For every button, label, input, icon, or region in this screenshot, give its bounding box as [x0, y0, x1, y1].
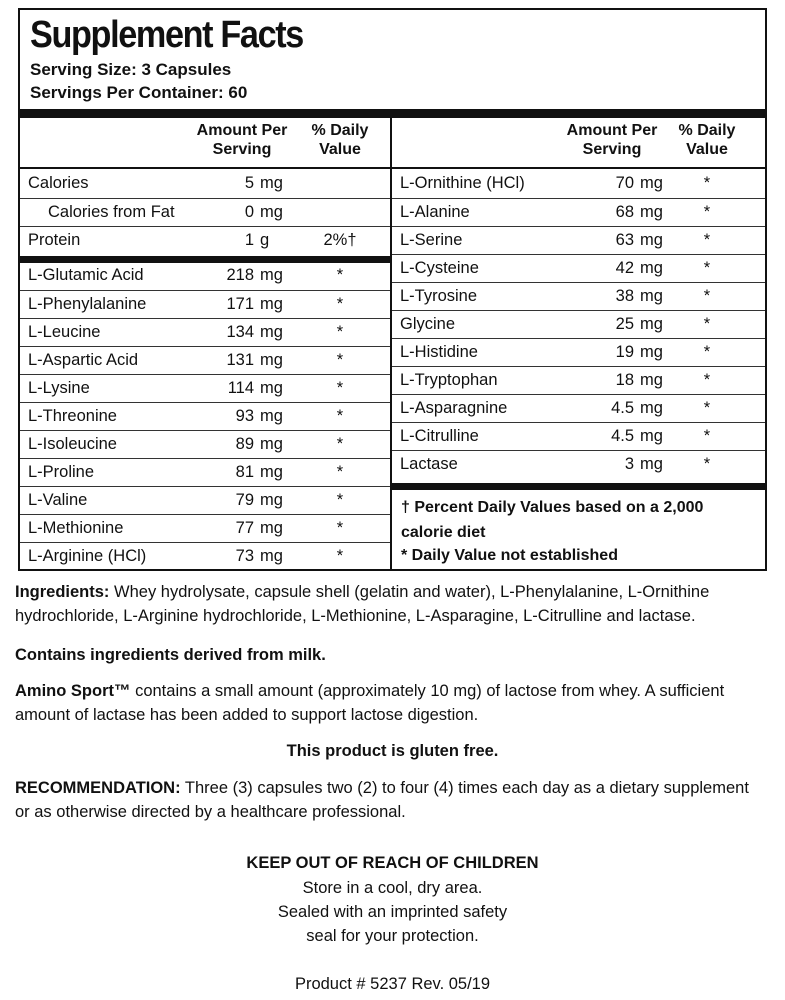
left-amount-header: [190, 121, 294, 159]
recommendation-label: RECOMMENDATION:: [15, 779, 181, 797]
top-divider-bar: [20, 109, 765, 118]
nutrient-row: [392, 338, 765, 366]
amount-header-line1: Amount Per: [196, 122, 288, 139]
nutrient-amount: 63: [615, 231, 634, 249]
serving-size: Serving Size: 3 Capsules: [30, 60, 232, 79]
left-section-bar: [20, 256, 390, 263]
nutrient-unit: mg: [640, 343, 663, 361]
nutrient-unit: mg: [260, 266, 283, 284]
nutrient-name: L-Histidine: [400, 343, 478, 361]
product-number: Product # 5237 Rev. 05/19: [294, 975, 491, 993]
gluten-free-notice: This product is gluten free.: [286, 742, 499, 760]
ingredients-label: Ingredients:: [15, 583, 110, 601]
nutrient-amount: 25: [615, 315, 634, 333]
nutrient-name: L-Citrulline: [400, 427, 479, 445]
nutrient-unit: mg: [640, 287, 663, 305]
nutrient-daily-value: *: [703, 315, 711, 333]
nutrient-row: [20, 458, 390, 486]
nutrient-row: [392, 422, 765, 450]
nutrient-amount: 0: [244, 203, 254, 221]
servings-per-container: Servings Per Container: 60: [30, 83, 248, 102]
nutrient-unit: mg: [260, 519, 283, 537]
nutrient-daily-value: *: [703, 259, 711, 277]
nutrient-unit: mg: [260, 547, 283, 565]
nutrient-name: Lactase: [400, 455, 458, 473]
nutrient-unit: mg: [640, 259, 663, 277]
dv-header-line2: Value: [319, 141, 361, 158]
seal-text-line1: Sealed with an imprinted safety: [277, 903, 508, 921]
nutrient-amount: 218: [226, 266, 254, 284]
nutrient-daily-value: *: [336, 351, 344, 369]
nutrient-amount: 1: [244, 231, 254, 249]
nutrient-row: [20, 374, 390, 402]
nutrient-row: [392, 282, 765, 310]
nutrient-row: [20, 290, 390, 318]
nutrient-daily-value: *: [703, 231, 711, 249]
nutrient-amount: 79: [235, 491, 254, 509]
nutrient-unit: mg: [640, 315, 663, 333]
supplement-facts-panel: [18, 8, 767, 571]
nutrient-name: L-Proline: [28, 463, 95, 481]
nutrient-daily-value: *: [336, 435, 344, 453]
amount-header-line2: Serving: [582, 141, 642, 158]
dv-header-line1: % Daily: [678, 122, 736, 139]
nutrient-row: [20, 514, 390, 542]
nutrient-unit: mg: [640, 174, 663, 192]
left-header-rule: [20, 167, 390, 169]
ingredients-text: Whey hydrolysate, capsule shell (gelatin and water), L-Phenylalanine, L-Ornithine hydrochloride, L-Arginine hydrochloride, L-Methionine, L-Asparagine, L-Citrulline and lactase.: [15, 583, 710, 625]
nutrient-amount: 81: [235, 463, 254, 481]
nutrient-amount: 114: [227, 379, 254, 397]
nutrient-name: L-Isoleucine: [28, 435, 117, 453]
nutrient-amount: 4.5: [611, 399, 634, 417]
nutrient-row: [392, 310, 765, 338]
nutrient-amount: 70: [615, 174, 634, 192]
nutrient-row: [392, 198, 765, 226]
nutrient-amount: 42: [615, 259, 634, 277]
right-amount-header: [560, 121, 664, 159]
nutrient-name: L-Asparagnine: [400, 399, 508, 417]
amino-sport-label: Amino Sport™: [15, 682, 131, 700]
nutrient-daily-value: *: [336, 266, 344, 284]
storage-text: Store in a cool, dry area.: [302, 879, 483, 897]
nutrient-amount: 73: [235, 547, 254, 565]
nutrient-amount: 131: [226, 351, 254, 369]
nutrient-amount: 77: [235, 519, 254, 537]
amino-sport-text: contains a small amount (approximately 10 mg) of lactose from whey. A sufficient amount of lactase has been added to support lactose digestion.: [15, 682, 725, 724]
recommendation-text: Three (3) capsules two (2) to four (4) times each day as a dietary supplement or as otherwise directed by a healthcare professional.: [15, 779, 749, 821]
nutrient-daily-value: *: [336, 379, 344, 397]
footnote-not-established: * Daily Value not established: [401, 547, 618, 564]
nutrient-amount: 171: [226, 295, 254, 313]
nutrient-unit: mg: [640, 231, 663, 249]
nutrient-row: [20, 430, 390, 458]
nutrient-daily-value: *: [703, 203, 711, 221]
nutrient-daily-value: *: [336, 547, 344, 565]
nutrient-daily-value: *: [703, 343, 711, 361]
nutrient-name: L-Phenylalanine: [28, 295, 147, 313]
nutrient-row: [20, 198, 390, 226]
ingredients-paragraph: [15, 580, 765, 628]
nutrient-name: L-Arginine (HCl): [28, 547, 147, 565]
nutrient-row: [392, 226, 765, 254]
nutrient-name: L-Cysteine: [400, 259, 479, 277]
nutrient-row: [392, 450, 765, 478]
nutrient-daily-value: *: [336, 407, 344, 425]
nutrient-row: [20, 346, 390, 374]
nutrient-name: L-Methionine: [28, 519, 124, 537]
nutrient-amount: 38: [615, 287, 634, 305]
nutrient-daily-value: *: [336, 519, 344, 537]
nutrient-name: L-Threonine: [28, 407, 117, 425]
dv-header-line1: % Daily: [311, 122, 369, 139]
nutrient-unit: mg: [640, 455, 663, 473]
milk-notice: [15, 643, 765, 667]
recommendation-paragraph: [15, 776, 765, 824]
nutrient-unit: mg: [260, 203, 283, 221]
nutrient-row: [20, 318, 390, 346]
nutrient-name: L-Glutamic Acid: [28, 266, 144, 284]
left-dv-header: [305, 121, 375, 159]
nutrient-daily-value: *: [336, 491, 344, 509]
nutrient-unit: mg: [640, 399, 663, 417]
nutrient-unit: mg: [260, 351, 283, 369]
nutrient-unit: mg: [260, 435, 283, 453]
right-section-bar: [392, 483, 765, 490]
nutrient-unit: mg: [260, 174, 283, 192]
amount-header-line2: Serving: [212, 141, 272, 158]
nutrient-unit: mg: [260, 379, 283, 397]
nutrient-row: [392, 254, 765, 282]
nutrient-name: Protein: [28, 231, 81, 249]
nutrient-daily-value: *: [703, 427, 711, 445]
footnote-daily-values: † Percent Daily Values based on a 2,000 calorie diet: [401, 499, 704, 541]
nutrient-name: L-Valine: [28, 491, 88, 509]
nutrient-unit: mg: [640, 203, 663, 221]
nutrient-unit: mg: [640, 427, 663, 445]
seal-text-line2: seal for your protection.: [306, 927, 479, 945]
nutrient-row: [20, 486, 390, 514]
nutrient-unit: mg: [640, 371, 663, 389]
nutrient-row: [20, 226, 390, 254]
nutrient-name: L-Lysine: [28, 379, 90, 397]
nutrient-amount: 5: [244, 174, 254, 192]
nutrient-daily-value: *: [336, 463, 344, 481]
nutrient-name: L-Alanine: [400, 203, 470, 221]
nutrient-amount: 89: [235, 435, 254, 453]
nutrient-name: Glycine: [400, 315, 456, 333]
nutrient-name: L-Ornithine (HCl): [400, 174, 525, 192]
nutrient-amount: 68: [615, 203, 634, 221]
nutrient-row: [20, 262, 390, 290]
nutrient-amount: 4.5: [611, 427, 634, 445]
right-header-rule: [392, 167, 765, 169]
nutrient-unit: mg: [260, 295, 283, 313]
nutrient-amount: 18: [615, 371, 634, 389]
dv-header-line2: Value: [686, 141, 728, 158]
nutrient-daily-value: *: [703, 174, 711, 192]
nutrient-name: L-Serine: [400, 231, 463, 249]
keep-out-warning: KEEP OUT OF REACH OF CHILDREN: [246, 854, 539, 872]
nutrient-unit: g: [260, 231, 270, 249]
nutrient-daily-value: *: [703, 287, 711, 305]
nutrient-unit: mg: [260, 407, 283, 425]
nutrient-amount: 3: [624, 455, 634, 473]
nutrient-row: [392, 394, 765, 422]
amount-header-line1: Amount Per: [566, 122, 658, 139]
nutrient-amount: 19: [615, 343, 634, 361]
panel-title: Supplement Facts: [30, 14, 303, 56]
nutrient-daily-value: 2%†: [323, 231, 357, 249]
nutrient-row: [20, 542, 390, 570]
nutrient-daily-value: *: [703, 371, 711, 389]
nutrient-name: Calories from Fat: [48, 203, 175, 221]
nutrient-daily-value: *: [336, 323, 344, 341]
amino-sport-paragraph: [15, 679, 765, 727]
nutrient-unit: mg: [260, 463, 283, 481]
nutrient-row: [392, 366, 765, 394]
nutrient-amount: 93: [235, 407, 254, 425]
right-dv-header: [672, 121, 742, 159]
nutrient-name: Calories: [28, 174, 89, 192]
nutrient-daily-value: *: [703, 399, 711, 417]
nutrient-unit: mg: [260, 491, 283, 509]
nutrient-name: L-Tyrosine: [400, 287, 478, 305]
nutrient-daily-value: *: [703, 455, 711, 473]
nutrient-name: L-Tryptophan: [400, 371, 498, 389]
nutrient-name: L-Leucine: [28, 323, 101, 341]
nutrient-name: L-Aspartic Acid: [28, 351, 139, 369]
nutrient-row: [20, 402, 390, 430]
nutrient-row: [392, 170, 765, 198]
nutrient-daily-value: *: [336, 295, 344, 313]
nutrient-unit: mg: [260, 323, 283, 341]
milk-notice-text: Contains ingredients derived from milk.: [15, 646, 326, 664]
nutrient-amount: 134: [226, 323, 254, 341]
nutrient-row: [20, 170, 390, 198]
